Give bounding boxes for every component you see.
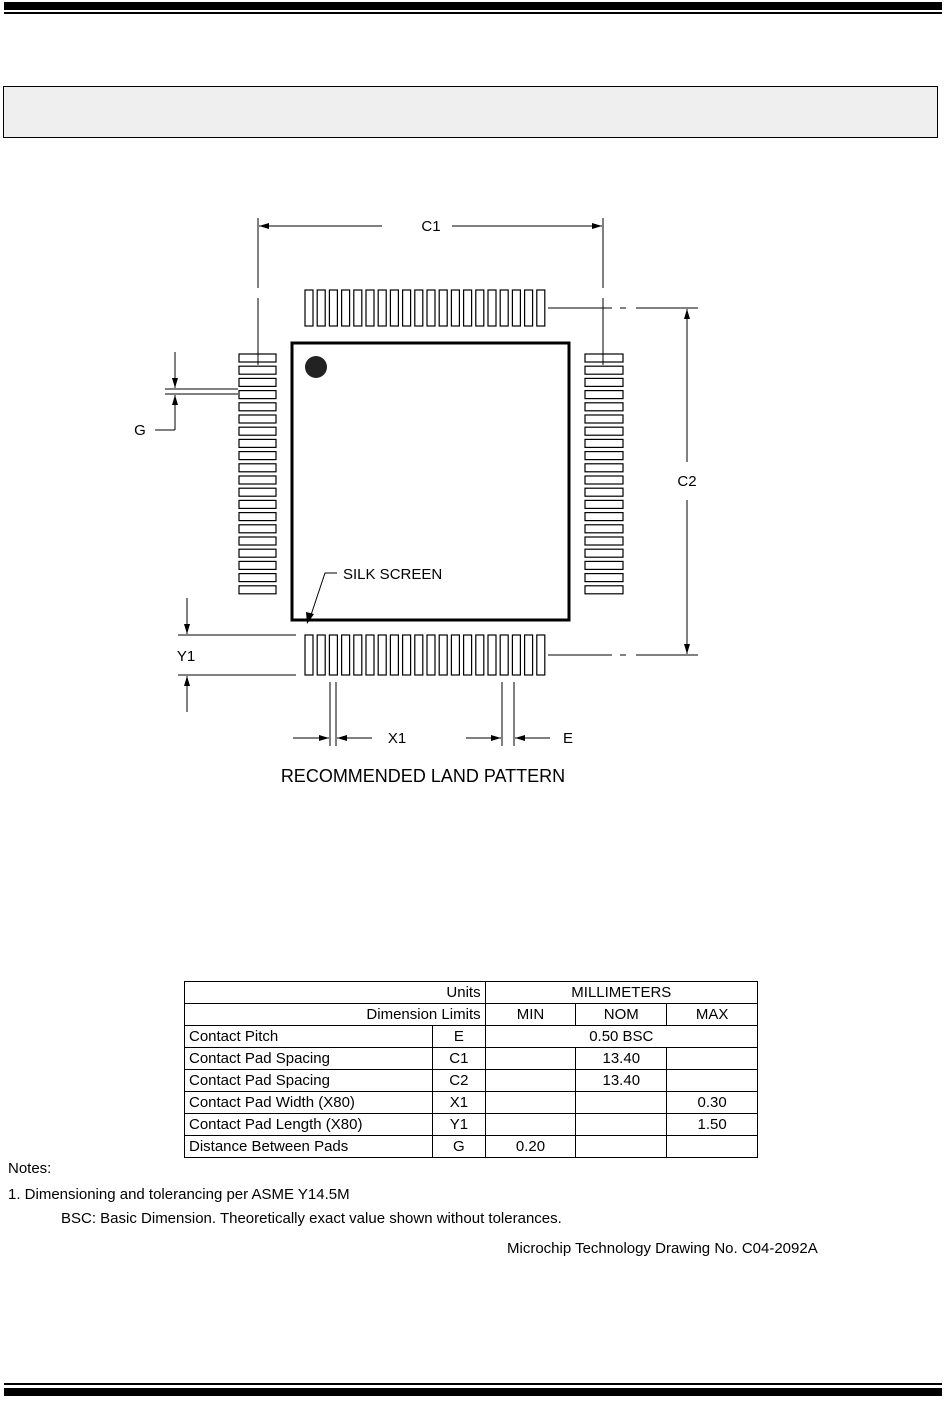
pad-right	[585, 525, 623, 533]
pad-bottom	[512, 635, 520, 675]
pad-right	[585, 586, 623, 594]
pad-right	[585, 354, 623, 362]
pad-right	[585, 464, 623, 472]
pad-top	[537, 290, 545, 326]
pad-bottom	[500, 635, 508, 675]
pad-left	[239, 464, 276, 472]
row-min	[485, 1048, 576, 1070]
c2-label: C2	[677, 473, 697, 490]
pad-bottom	[476, 635, 484, 675]
min-header: MIN	[485, 1004, 576, 1026]
table-row-header	[185, 1004, 758, 1026]
pad-bottom	[305, 635, 313, 675]
pad-bottom	[427, 635, 435, 675]
pad-left	[239, 452, 276, 460]
pad-left	[239, 586, 276, 594]
table-row	[185, 1026, 758, 1048]
pad-bottom	[451, 635, 459, 675]
units-label: Units	[185, 982, 486, 1004]
pad-right	[585, 476, 623, 484]
row-min: 0.20	[485, 1136, 576, 1158]
pad-bottom	[378, 635, 386, 675]
row-max: 0.30	[667, 1092, 758, 1114]
pad-left	[239, 476, 276, 484]
pad-bottom	[354, 635, 362, 675]
pin1-marker	[305, 356, 327, 378]
pad-bottom	[488, 635, 496, 675]
row-min	[485, 1114, 576, 1136]
drawing-number: Microchip Technology Drawing No. C04-2092A	[507, 1240, 818, 1257]
row-max	[667, 1136, 758, 1158]
row-max: 1.50	[667, 1114, 758, 1136]
pad-right	[585, 391, 623, 399]
pad-bottom	[464, 635, 472, 675]
silk-screen-leader	[310, 573, 337, 618]
row-symbol: C2	[433, 1070, 485, 1092]
bottom-rule-thin	[4, 1383, 942, 1385]
drawing-caption: RECOMMENDED LAND PATTERN	[280, 766, 566, 786]
row-name: Contact Pad Spacing	[185, 1070, 433, 1092]
dimension-limits-label: Dimension Limits	[185, 1004, 486, 1026]
pad-right	[585, 488, 623, 496]
pad-right	[585, 452, 623, 460]
pad-right	[585, 427, 623, 435]
pad-right	[585, 549, 623, 557]
pad-left	[239, 537, 276, 545]
note-1: 1. Dimensioning and tolerancing per ASME Y14.5M	[8, 1186, 350, 1203]
pad-top	[476, 290, 484, 326]
silk-screen-label: SILK SCREEN	[343, 566, 443, 583]
pad-top	[439, 290, 447, 326]
silk-screen-leader-arrow	[306, 612, 314, 624]
pad-left	[239, 427, 276, 435]
pad-right	[585, 415, 623, 423]
pad-right	[585, 561, 623, 569]
pad-top	[427, 290, 435, 326]
row-name: Contact Pitch	[185, 1026, 433, 1048]
dimensions-table	[184, 981, 758, 1158]
pad-top	[525, 290, 533, 326]
pad-bottom	[537, 635, 545, 675]
pad-bottom	[329, 635, 337, 675]
pad-left	[239, 488, 276, 496]
row-name: Contact Pad Width (X80)	[185, 1092, 433, 1114]
pad-top	[464, 290, 472, 326]
pad-top	[354, 290, 362, 326]
row-nom	[576, 1092, 667, 1114]
pad-right	[585, 378, 623, 386]
pad-top	[512, 290, 520, 326]
pad-left	[239, 415, 276, 423]
pad-left	[239, 561, 276, 569]
pad-left	[239, 403, 276, 411]
row-name: Contact Pad Spacing	[185, 1048, 433, 1070]
g-label: G	[134, 422, 146, 439]
pad-top	[403, 290, 411, 326]
pad-right	[585, 366, 623, 374]
row-symbol: E	[433, 1026, 485, 1048]
pad-left	[239, 549, 276, 557]
note-bsc: BSC: Basic Dimension. Theoretically exact value shown without tolerances.	[61, 1210, 562, 1227]
pad-top	[378, 290, 386, 326]
pad-left	[239, 574, 276, 582]
row-symbol: C1	[433, 1048, 485, 1070]
notes-heading: Notes:	[8, 1160, 52, 1177]
pad-right	[585, 439, 623, 447]
pad-bottom	[415, 635, 423, 675]
e-label: E	[562, 730, 574, 747]
pad-right	[585, 574, 623, 582]
pad-top	[342, 290, 350, 326]
pad-bottom	[317, 635, 325, 675]
pad-left	[239, 378, 276, 386]
pad-right	[585, 403, 623, 411]
pad-bottom	[390, 635, 398, 675]
pad-top	[366, 290, 374, 326]
pad-top	[329, 290, 337, 326]
row-symbol: X1	[433, 1092, 485, 1114]
max-header: MAX	[667, 1004, 758, 1026]
pad-bottom	[525, 635, 533, 675]
row-span-value: 0.50 BSC	[485, 1026, 757, 1048]
pad-right	[585, 537, 623, 545]
bottom-rule-thick	[4, 1388, 942, 1396]
table-row	[185, 1070, 758, 1092]
pad-left	[239, 513, 276, 521]
pad-top	[451, 290, 459, 326]
pad-bottom	[366, 635, 374, 675]
pad-left	[239, 500, 276, 508]
row-max	[667, 1048, 758, 1070]
pad-left	[239, 366, 276, 374]
table-row	[185, 1136, 758, 1158]
table-row	[185, 1114, 758, 1136]
c1-label: C1	[421, 218, 441, 235]
x1-label: X1	[387, 730, 407, 747]
row-min	[485, 1070, 576, 1092]
pad-bottom	[403, 635, 411, 675]
row-symbol: Y1	[433, 1114, 485, 1136]
table-row	[185, 1048, 758, 1070]
pad-top	[317, 290, 325, 326]
nom-header: NOM	[576, 1004, 667, 1026]
contact-pads	[239, 290, 623, 675]
units-value: MILLIMETERS	[485, 982, 757, 1004]
pad-right	[585, 500, 623, 508]
row-nom	[576, 1136, 667, 1158]
pad-top	[305, 290, 313, 326]
row-min	[485, 1092, 576, 1114]
pad-left	[239, 525, 276, 533]
pad-top	[500, 290, 508, 326]
row-nom: 13.40	[576, 1048, 667, 1070]
row-max	[667, 1070, 758, 1092]
table-row-units	[185, 982, 758, 1004]
y1-label: Y1	[176, 648, 196, 665]
pad-top	[415, 290, 423, 326]
row-symbol: G	[433, 1136, 485, 1158]
table-row	[185, 1092, 758, 1114]
row-name: Contact Pad Length (X80)	[185, 1114, 433, 1136]
pad-top	[488, 290, 496, 326]
row-nom	[576, 1114, 667, 1136]
pad-left	[239, 439, 276, 447]
pad-left	[239, 391, 276, 399]
pad-bottom	[342, 635, 350, 675]
pad-right	[585, 513, 623, 521]
row-nom: 13.40	[576, 1070, 667, 1092]
row-name: Distance Between Pads	[185, 1136, 433, 1158]
pad-top	[390, 290, 398, 326]
pad-bottom	[439, 635, 447, 675]
